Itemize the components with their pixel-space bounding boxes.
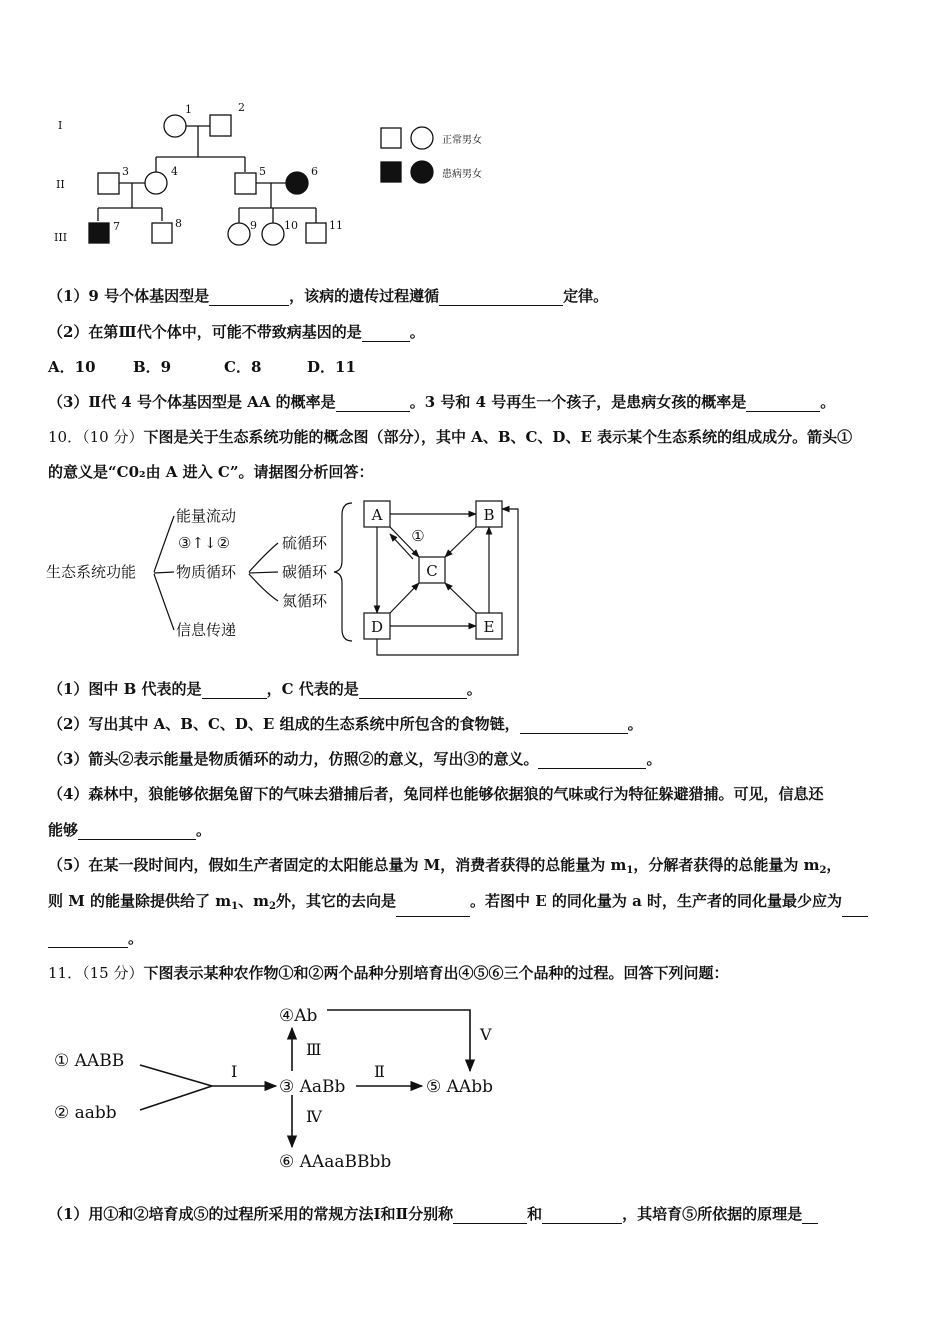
variety-3: ③ AaBb xyxy=(279,1077,346,1097)
variety-5: ⑤ AAbb xyxy=(426,1077,493,1097)
q10-p2-blank[interactable] xyxy=(520,719,628,734)
q10-part3 xyxy=(48,749,661,769)
arrow-d-to-b-outer xyxy=(377,509,518,655)
q9-p3-blank-girl[interactable] xyxy=(746,397,820,412)
member-label-1: 1 xyxy=(185,103,192,116)
q9-p1-blank-law[interactable] xyxy=(439,291,563,306)
q10-p4-blank[interactable] xyxy=(78,825,196,840)
q10-p5-b1: 则 M 的能量除提供给了 m xyxy=(48,892,232,910)
member-8-normal-male xyxy=(152,223,172,243)
q10-p2-text: （2）写出其中 A、B、C、D、E 组成的生态系统中所包含的食物链， xyxy=(48,715,520,733)
variety-4: ④Ab xyxy=(279,1006,318,1026)
member-label-2: 2 xyxy=(238,101,245,114)
q10-p1-prefix: （1）图中 B 代表的是 xyxy=(48,680,202,698)
q9-option-c[interactable]: C．8 xyxy=(224,358,262,376)
q10-p5-b2-sub: 2 xyxy=(269,901,276,912)
q9-p1-mid: ，该病的遗传过程遵循 xyxy=(289,287,440,305)
q10-p3-text: （3）箭头②表示能量是物质循环的动力，仿照②的意义，写出③的意义。 xyxy=(48,750,539,768)
q11-p1-blank-method1[interactable] xyxy=(453,1209,527,1224)
member-1-normal-female xyxy=(164,115,186,137)
q10-part1 xyxy=(48,679,482,699)
member-label-4: 4 xyxy=(171,165,178,178)
concept-material-cycle: 物质循环 xyxy=(176,563,237,581)
q9-p2-blank[interactable] xyxy=(362,327,410,342)
member-label-5: 5 xyxy=(259,165,266,178)
member-label-3: 3 xyxy=(122,165,129,178)
q10-p5-b3: 外，其它的去向是 xyxy=(275,892,396,910)
q10-score: （10 分） xyxy=(82,428,144,446)
q10-p5-a-sub: 1 xyxy=(626,865,634,876)
node-b-label: B xyxy=(483,506,495,524)
q10-p5-a2: ，分解者获得的总能量为 m xyxy=(633,856,820,874)
q10-p5-blank-other[interactable] xyxy=(396,902,470,917)
member-label-11: 11 xyxy=(329,219,343,232)
concept-nitrogen-cycle: 氮循环 xyxy=(282,592,328,610)
member-label-6: 6 xyxy=(311,165,318,178)
q10-p5-end: 。 xyxy=(128,929,144,947)
legend-affected-female xyxy=(411,161,433,183)
concept-energy-flow: 能量流动 xyxy=(176,507,237,525)
q11-stem-text: 下图表示某种农作物①和②两个品种分别培育出④⑤⑥三个品种的过程。回答下列问题： xyxy=(143,964,729,982)
member-label-8: 8 xyxy=(175,217,182,230)
q10-p4-end: 。 xyxy=(196,821,212,839)
q10-p2-end: 。 xyxy=(627,715,643,733)
q10-stem-line1 xyxy=(48,427,852,447)
q10-p5-blank-producer-b[interactable] xyxy=(48,933,128,948)
arrow-b-to-c xyxy=(445,527,476,557)
q11-score: （15 分） xyxy=(82,964,144,982)
member-5-normal-male xyxy=(235,173,256,194)
q10-p1-end: 。 xyxy=(466,680,482,698)
member-label-7: 7 xyxy=(113,220,120,233)
step-2-label: Ⅱ xyxy=(374,1062,385,1081)
node-c-label: C xyxy=(426,562,438,580)
q10-p3-blank[interactable] xyxy=(538,754,646,769)
q11-number: 11． xyxy=(48,964,83,982)
q9-p1-suffix: 定律。 xyxy=(563,287,609,305)
q10-p5-a: （5）在某一段时间内，假如生产者固定的太阳能总量为 M，消费者获得的总能量为 m xyxy=(48,856,627,874)
q9-option-a[interactable]: A．10 xyxy=(48,358,96,376)
ecosystem-concept-map xyxy=(44,493,534,663)
concept-carbon-cycle: 碳循环 xyxy=(282,563,328,581)
arrow-d-to-c xyxy=(390,583,419,613)
q11-p1-mid: 和 xyxy=(527,1205,543,1223)
arrow-1-label: ① xyxy=(411,527,425,545)
member-7-affected-male xyxy=(89,223,109,243)
concept-sulfur-cycle: 硫循环 xyxy=(282,534,328,552)
member-6-affected-female xyxy=(286,172,308,194)
legend-normal-male xyxy=(381,128,401,148)
q9-p2-end: 。 xyxy=(409,323,425,341)
q10-part5-line2 xyxy=(48,891,868,917)
step-5-label: Ⅴ xyxy=(480,1025,492,1044)
variety-6: ⑥ AAaaBBbb xyxy=(279,1152,392,1172)
q9-part1 xyxy=(48,286,608,306)
member-10-normal-female xyxy=(262,223,284,245)
concept-info-transfer: 信息传递 xyxy=(176,621,237,639)
q10-p1-mid: ，C 代表的是 xyxy=(266,680,359,698)
q10-p5-b4: 。若图中 E 的同化量为 a 时，生产者的同化量最少应为 xyxy=(469,892,843,910)
legend-affected-male xyxy=(381,162,401,182)
arrow-step-5 xyxy=(327,1010,470,1071)
q9-p1-prefix: （1）9 号个体基因型是 xyxy=(48,287,210,305)
q9-option-b[interactable]: B．9 xyxy=(133,358,172,376)
legend-normal-label: 正常男女 xyxy=(442,135,482,146)
step-4-label: Ⅳ xyxy=(306,1107,322,1126)
variety-1: ① AABB xyxy=(54,1051,125,1071)
q10-stem-text-2: 的意义是“C0₂由 A 进入 C”。请据图分析回答： xyxy=(48,463,374,481)
concept-energy-arrows: ③↑↓② xyxy=(178,534,231,552)
q9-part2 xyxy=(48,322,425,342)
q10-p5-a2-sub: 2 xyxy=(819,865,827,876)
q9-p3-blank-probability[interactable] xyxy=(336,397,410,412)
member-2-normal-male xyxy=(210,115,231,136)
q9-options xyxy=(48,357,356,377)
q10-p3-end: 。 xyxy=(646,750,662,768)
generation-label-3: III xyxy=(54,231,68,244)
legend-normal-female xyxy=(411,127,433,149)
q9-p3-prefix: （3）Ⅱ代 4 号个体基因型是 AA 的概率是 xyxy=(48,393,336,411)
pedigree-chart xyxy=(40,95,530,260)
step-1-label: Ⅰ xyxy=(231,1062,238,1081)
breeding-flow-diagram xyxy=(44,995,524,1180)
q10-stem-line2 xyxy=(48,462,373,482)
q9-p2-text: （2）在第Ⅲ代个体中，可能不带致病基因的是 xyxy=(48,323,362,341)
q10-p5-b1-sub: 1 xyxy=(231,901,239,912)
node-d-label: D xyxy=(370,618,384,636)
concept-root: 生态系统功能 xyxy=(46,563,137,581)
q10-stem-text-1: 下图是关于生态系统功能的概念图（部分），其中 A、B、C、D、E 表示某个生态系统的组成成分。箭头① xyxy=(143,428,853,446)
q11-part1 xyxy=(48,1204,818,1224)
q11-p1-blank-method2[interactable] xyxy=(542,1209,622,1224)
q10-p4-text: （4）森林中，狼能够依据兔留下的气味去猎捕后者，兔同样也能够依据狼的气味或行为特征躲避猎捕。可见，信息还 xyxy=(48,785,824,803)
step-3-label: Ⅲ xyxy=(306,1040,322,1059)
q10-p5-a3: ， xyxy=(826,856,842,874)
q10-part2 xyxy=(48,714,643,734)
q9-p3-end: 。 xyxy=(820,393,836,411)
generation-label-1: I xyxy=(58,119,63,132)
member-label-9: 9 xyxy=(250,219,257,232)
node-e-label: E xyxy=(483,618,495,636)
q10-p1-blank-b[interactable] xyxy=(202,684,267,699)
q10-part5-line3 xyxy=(48,928,143,948)
generation-label-2: II xyxy=(56,178,65,191)
q9-p3-mid: 。3 号和 4 号再生一个孩子，是患病女孩的概率是 xyxy=(409,393,747,411)
q11-p1-end: ，其培育⑤所依据的原理是 xyxy=(622,1205,803,1223)
member-9-normal-female xyxy=(228,223,250,245)
q10-part4-line2 xyxy=(48,820,211,840)
q10-p4-prefix: 能够 xyxy=(48,821,79,839)
arrow-e-to-c xyxy=(445,583,476,613)
q10-number: 10． xyxy=(48,428,83,446)
q11-p1-blank-principle[interactable] xyxy=(802,1209,818,1224)
member-4-normal-female xyxy=(145,172,167,194)
legend-affected-label: 患病男女 xyxy=(442,169,482,180)
q10-part5-line1 xyxy=(48,855,841,881)
node-a-label: A xyxy=(371,506,383,524)
member-11-normal-male xyxy=(306,223,326,243)
member-3-normal-male xyxy=(98,173,119,194)
q10-p1-blank-c[interactable] xyxy=(359,684,467,699)
q10-part4-line1 xyxy=(48,784,823,804)
q9-part3 xyxy=(48,392,835,412)
q10-p5-b2: 、m xyxy=(238,892,269,910)
q11-stem xyxy=(48,963,728,983)
q11-p1-prefix: （1）用①和②培育成⑤的过程所采用的常规方法Ⅰ和Ⅱ分别称 xyxy=(48,1205,454,1223)
q9-option-d[interactable]: D．11 xyxy=(307,358,356,376)
q9-p1-blank-genotype[interactable] xyxy=(209,291,289,306)
q10-p5-blank-producer-a[interactable] xyxy=(842,902,868,917)
variety-2: ② aabb xyxy=(54,1103,117,1123)
member-label-10: 10 xyxy=(284,219,298,232)
